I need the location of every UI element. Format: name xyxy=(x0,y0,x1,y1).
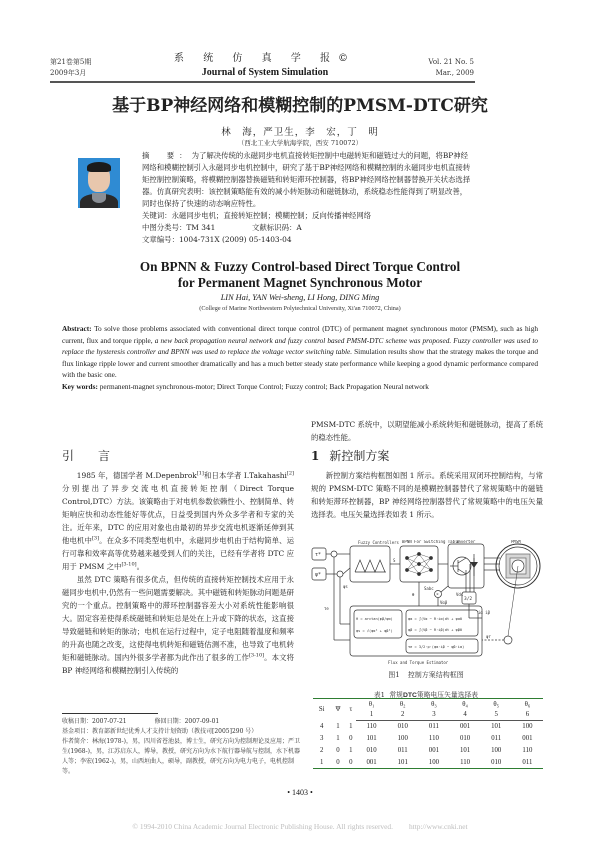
svg-text:ψr: ψr xyxy=(486,634,491,639)
header-rule xyxy=(50,81,475,83)
right-paragraph-0: PMSM-DTC 系统中，以期望能减小系统转矩和磁链脉动，提高了系统的稳态性能。 xyxy=(311,420,543,442)
fund-note: 基金项目：教育部新世纪优秀人才支持计划资助（教技司[2005]290 号） xyxy=(62,728,258,735)
table-row: 3 1 0 101 100 110 010 011 001 xyxy=(319,735,533,742)
page-number: • 1403 • xyxy=(287,788,313,797)
svg-text:Fuzzy Controllers: Fuzzy Controllers xyxy=(358,540,399,545)
figure-control-block-diagram xyxy=(310,540,542,668)
table-row: 1 0 0 001 101 100 110 010 011 xyxy=(313,757,543,769)
table-header: θ₄ xyxy=(449,699,480,710)
table-header: θ₁ xyxy=(356,699,387,710)
svg-text:ψs = √(ψα² + ψβ²): ψs = √(ψα² + ψβ²) xyxy=(356,629,393,633)
left-column xyxy=(62,447,294,677)
abstract-en-label: Abstract: xyxy=(62,324,92,333)
svg-text:ψα = ∫(Vα − R·iα)dt + ψα0: ψα = ∫(Vα − R·iα)dt + ψα0 xyxy=(408,617,463,621)
table-subheader: 2 xyxy=(387,710,418,721)
intro-paragraph-2: 虽然 DTC 策略有很多优点，但传统的直接转矩控制技术应用于永磁同步电机中,仍然有一些问题需要解决。其中磁链和转矩脉动问题是研究的一个重点。控制策略中的滞环控制器容差大小对系统性能影响很大。固定容差使得系统磁链和转矩总是处在上升或下降的状态，这直接导致磁链和转矩的脉动；电机在运行过程中，定子电阻随着温度和频率的升高也随之改变，这使得电机转矩和磁链估测不准，也导致了电机转矩和磁链脉动。国内外很多学者都为此作出了很多的工作[3-10]。本文将 BP 神经网络和模糊控制引入传统的 xyxy=(62,575,294,675)
svg-text:PMSM: PMSM xyxy=(511,540,521,544)
section-title-1: 1 新控制方案 xyxy=(311,449,390,463)
authors-cn: 林 海，严卫生，李 宏，丁 明 xyxy=(221,127,379,138)
affiliation-en: (College of Marine Northwestern Polytechnical University, Xi'an 710072, China) xyxy=(199,305,401,312)
abstract-en: Abstract: To solve those problems associated with conventional direct torque control (DTC) of permanent magnet synchronous motor (PMSM), such as high current, flux and torque ripple, a new back propagation neural network and fuzzy control based PMSM-DTC scheme was proposed. Fuzzy controller was used to replace the hysteresis controller and BPNN was used to replace the voltage vector switching table. Simulation results show that the strategy makes the torque and flux linkage ripple lower and current smoother dramatically and has a much better steady state performance while keeping a good dynamic performance compared with the basic one. Key words: permanent-magnet synchronous-motor; Direct Torque Control; Fuzzy control; Back Propagation Neural network xyxy=(62,324,539,391)
table-header: θ₃ xyxy=(418,699,449,710)
table-header: τ xyxy=(346,699,356,721)
volume-issue-cn: 第21卷第5期 xyxy=(50,58,92,66)
svg-text:3/2: 3/2 xyxy=(464,597,473,602)
date-cn: 2009年3月 xyxy=(50,69,87,77)
journal-volume-cn xyxy=(50,57,91,79)
svg-text:Flux and Torque Estimator: Flux and Torque Estimator xyxy=(388,660,449,665)
table-subheader: 6 xyxy=(512,710,543,721)
right-column xyxy=(311,418,543,521)
svg-text:τe: τe xyxy=(324,606,329,611)
table-header: θ₅ xyxy=(481,699,512,710)
table-header: Ψ xyxy=(330,699,345,721)
abstract-cn-text: 为了解决传统的永磁同步电机直接转矩控制中电磁转矩和磁链过大的问题，将BP神经网络和模糊控制引入永磁同步电机控制中，研究了基于BP神经网络和模糊控制的永磁同步电机直接转矩控制控制策略，将模糊控制器替换磁链和转矩滞环控制器，将BP神经网络控制器替换开关状态选择器。仿真研究表明：该控制策略能有效的减小转矩脉动和磁链脉动，系统稳态性能得到了明显改善，同时也保持了快速的动态响应特性。 xyxy=(142,151,471,208)
cnki-link[interactable]: http://www.cnki.net xyxy=(408,822,468,831)
copyright-footer xyxy=(0,822,600,831)
author-bio: 作者简介：林海(1978-)，男，四川省苍池县，博士生，研究方向为控制理论及应用；严卫生(1968-)，男，江苏启东人，博导，教授，研究方向为水下航行器导航与控制，水下机器人等；李宏(1962-)，男，山西垣曲人，硕导，副教授，研究方向为电力电子，电机控制等。 xyxy=(62,738,300,775)
svg-text:Inverter: Inverter xyxy=(456,540,476,544)
volume-issue-en: Vol. 21 No. 5 xyxy=(428,58,474,66)
table-subheader: 5 xyxy=(481,710,512,721)
abstract-cn-label: 摘 要： xyxy=(142,151,192,160)
svg-text:τe = 3/2·p·(ψα·iβ − ψβ·iα): τe = 3/2·p·(ψα·iβ − ψβ·iα) xyxy=(408,645,465,649)
section1-paragraph: 新控制方案结构框图如图 1 所示。系统采用双闭环控制结构，与常规的 PMSM-DTC 策略不同的是模糊控制器替代了常规策略中的磁链和转矩滞环控制器，BP 神经网络控制器替代了常规策略中的电压矢量选择表。电压矢量选择表如表 1 所示。 xyxy=(311,471,543,519)
table-header: Si xyxy=(313,699,330,721)
figure-caption: 图1 控制方案结构框图 xyxy=(388,671,464,679)
table-subheader: 1 xyxy=(356,710,387,721)
svg-text:ψβ = ∫(Vβ − R·iβ)dt + ψβ0: ψβ = ∫(Vβ − R·iβ)dt + ψβ0 xyxy=(408,628,463,632)
journal-volume-en xyxy=(354,57,474,79)
svg-text:BPNN For Switching Table: BPNN For Switching Table xyxy=(402,540,460,544)
svg-text:θ = arctan(ψβ/ψα): θ = arctan(ψβ/ψα) xyxy=(356,617,393,621)
table-header: θ₂ xyxy=(387,699,418,710)
copyright-text: © 1994-2010 China Academic Journal Electronic Publishing House. All rights reserved. xyxy=(132,822,393,831)
table-subheader: 3 xyxy=(418,710,449,721)
affiliation-cn: （西北工业大学航海学院，西安 710072） xyxy=(237,139,363,147)
fuzzy-controller-block xyxy=(350,546,390,582)
abstract-cn xyxy=(142,150,472,246)
classification-cn: 中图分类号：TM 341 文献标识码：A文章编号：1004-731X (2009) 05-1403-04 xyxy=(142,223,302,244)
author-photo xyxy=(78,158,120,208)
section-title-intro: 引 言 xyxy=(62,449,117,463)
table-caption: 表1 常规DTC策略电压矢量选择表 xyxy=(373,691,479,699)
table-row: 2 0 1 010 011 001 101 100 110 xyxy=(319,747,533,754)
svg-text:Vdc: Vdc xyxy=(456,592,464,597)
keywords-en: Key words: permanent-magnet synchronous-motor; Direct Torque Control; Fuzzy control; Back Propagation Neural network xyxy=(62,381,429,391)
table-header: θ₆ xyxy=(512,699,543,710)
journal-title xyxy=(150,52,380,79)
svg-text:S: S xyxy=(393,558,396,563)
keywords-cn: 关键词：永磁同步电机；直接转矩控制；模糊控制；反向传播神经网络 xyxy=(142,211,372,220)
journal-title-en: Journal of System Simulation xyxy=(201,67,329,78)
paper-title-cn: 基于BP神经网络和模糊控制的PMSM-DTC研究 xyxy=(112,96,488,116)
svg-text:ψs: ψs xyxy=(343,584,348,589)
svg-text:iα iβ: iα iβ xyxy=(478,610,491,615)
svg-text:τ*: τ* xyxy=(315,552,322,558)
svg-text:θ: θ xyxy=(412,592,415,597)
paper-title-en: On BPNN & Fuzzy Control-based Direct Torque Control for Permanent Magnet Synchronous Motor xyxy=(139,259,461,290)
footnote-rule xyxy=(62,713,158,714)
journal-title-cn: 系 统 仿 真 学 报© xyxy=(174,53,356,64)
intro-paragraph-1: 1985 年，德国学者 M.Depenbrok[1]和日本学者 I.Takahashi[2]分别提出了异步交流电机直接转矩控制（Direct Torque Control,DTC）方法。该策略由于对电机参数依赖性小、控制简单、转矩响应快和动态性能好等优点，日益受到国内外众多学者和专家的关注。近年来，DTC 的应用对象也由最初的异步交流电机逐渐延伸到其他电机中[3]。在众多不同类型电机中，永磁同步电机由于结构简单、运行可靠和效率高等优势越来越受到人们的关注，已经有学者将 DTC 应用于 PMSM 之中[3-10]。 xyxy=(62,470,294,571)
date-en: Mar., 2009 xyxy=(435,69,474,77)
svg-text:×: × xyxy=(436,591,439,597)
table-row: 4 1 1 110 010 011 001 101 100 xyxy=(319,723,533,731)
svg-text:ψ*: ψ* xyxy=(315,572,322,578)
svg-text:Vαβ: Vαβ xyxy=(440,600,448,605)
footnotes xyxy=(62,717,300,777)
svg-text:Sabc: Sabc xyxy=(424,586,434,591)
revised-date: 修回日期：2007-09-01 xyxy=(154,718,220,725)
authors-en: LIN Hai, YAN Wei-sheng, LI Hong, DING Ming xyxy=(220,293,380,302)
table-subheader: 4 xyxy=(449,710,480,721)
voltage-vector-table xyxy=(313,698,543,769)
received-date: 收稿日期：2007-07-21 xyxy=(62,718,127,725)
